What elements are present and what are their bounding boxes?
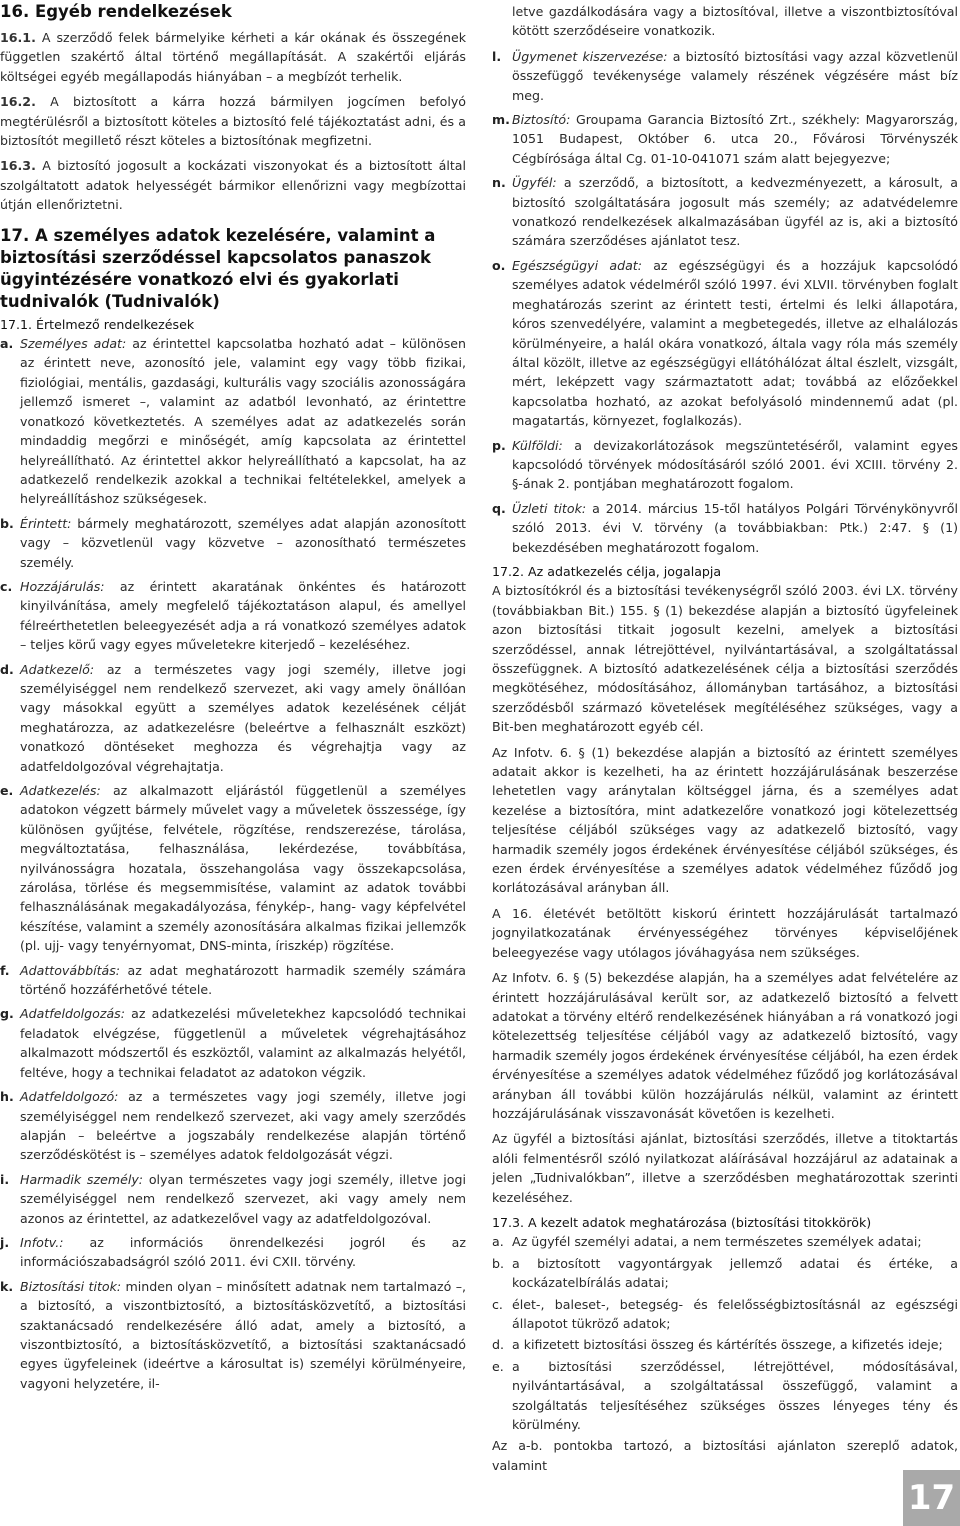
item-text: Groupama Garancia Biztosító Zrt., székhely: Magyarország, 1051 Budapest, Október 6. utca 20., Fővárosi Törvényszék Cégbírósága által Cg. 01-10-041071 szám alatt bejegyezve;	[512, 112, 958, 166]
paragraph-17-2-e: Az ügyfél a biztosítási ajánlat, biztosítási szerződés, illetve a titoktartás alóli felmentésről szóló nyilatkozat aláírásával hozzájárul az adatainak a jelen „Tudnivalókban”, illetve a szerződésben meghatározottak szerinti kezeléséhez.	[492, 1131, 958, 1205]
item-term: Harmadik személy:	[20, 1171, 144, 1187]
data-category-list	[492, 1232, 958, 1434]
item-label: e.	[492, 1358, 504, 1374]
definition-item	[492, 110, 958, 168]
definition-item	[492, 173, 958, 251]
item-term: Üzleti titok:	[512, 500, 587, 516]
item-label: c.	[492, 1296, 503, 1312]
item-text: a 2014. március 15-től hatályos Polgári Törvénykönyvről szóló 2013. évi V. törvény (a továbbiakban: Ptk.) 2:47. § (1) bekezdésében meghatározott fogalom.	[512, 500, 958, 555]
item-term: Adattovábbítás:	[20, 962, 121, 978]
subsection-17-2-title: 17.2. Az adatkezelés célja, jogalapja	[492, 563, 722, 579]
item-label: m.	[492, 112, 510, 128]
definition-item	[0, 334, 466, 509]
section-17-title: 17. A személyes adatok kezelésére, valamint a biztosítási szerződéssel kapcsolatos panaszok ügyintézésére vonatkozó elvi és gyakorlati tudnivalók (Tudnivalók)	[0, 225, 436, 311]
continuation-text: letve gazdálkodására vagy a biztosítóval, illetve a viszontbiztosítóval kötött szerződéseire vonatkozik.	[512, 4, 958, 39]
item-label: n.	[492, 175, 506, 191]
paragraph-number: 16.2.	[0, 94, 36, 110]
item-text: olyan természetes vagy jogi személy, illetve jogi személyiséggel nem rendelkező szervezet, aki vagy amely nem azonos az érintettel, az adatkezelővel vagy az adatfeldolgozóval.	[20, 1171, 466, 1226]
item-label: g.	[0, 1006, 14, 1022]
definition-item	[0, 1087, 466, 1165]
item-label: i.	[0, 1171, 10, 1187]
item-term: Adatfeldolgozó:	[20, 1089, 119, 1105]
last-line: Az a-b. pontokba tartozó, a biztosítási ajánlaton szereplő adatok, valamint	[492, 1438, 958, 1473]
definition-item	[0, 1277, 466, 1393]
page-number-badge: 17	[903, 1470, 960, 1526]
list-item	[492, 1357, 958, 1435]
list-item	[492, 1254, 958, 1293]
paragraph-number: 16.3.	[0, 158, 36, 174]
item-label: f.	[0, 962, 10, 978]
item-label: l.	[492, 48, 502, 64]
item-label: a.	[492, 1234, 504, 1250]
definition-list	[492, 47, 958, 557]
item-text: az információs önrendelkezési jogról és az információszabadságról szóló 2011. évi CXII. törvény.	[20, 1234, 466, 1270]
definition-item	[492, 499, 958, 557]
item-label: k.	[0, 1278, 14, 1294]
item-term: Hozzájárulás:	[20, 578, 105, 594]
definition-item	[492, 47, 958, 105]
item-term: Személyes adat:	[20, 336, 127, 352]
item-term: Külföldi:	[512, 437, 563, 453]
item-term: Egészségügyi adat:	[512, 257, 642, 273]
paragraph-17-2-c: A 16. életévét betöltött kiskorú érintett hozzájárulását tartalmazó jognyilatkozatának érvényességéhez törvényes képviselőjének beleegyezése vagy utólagos jóváhagyása nem szükséges.	[492, 905, 958, 960]
item-label: h.	[0, 1089, 14, 1105]
item-text: az a természetes vagy jogi személy, illetve jogi személyiséggel nem rendelkező szervezet, aki vagy amely önállóan vagy másokkal együtt a személyes adatok kezelésének célját meghatározza, az adatkezelésre (beleértve a felhasznált eszközt) vonatkozó döntéseket meghozza és végrehajtja vagy az adatfeldolgozóval végrehajtatja.	[20, 661, 466, 774]
item-label: d.	[0, 661, 14, 677]
item-text: az érintett akaratának önkéntes és határozott kinyilvánítása, amely megfelelő tájékoztatáson alapul, és amellyel félreérthetetlen beleegyezését adja a rá vonatkozó személyes adatok – teljes körű vagy egyes műveletekre kiterjedő – kezeléséhez.	[20, 578, 466, 653]
item-text: az a természetes vagy jogi személy, illetve jogi személyiséggel nem rendelkező szervezet, aki vagy amely szerződés alapján – beleértve a jogszabály rendelkezése alapján történő szerződéskötést is – személyes adatok feldolgozását végzi.	[20, 1089, 466, 1163]
item-label: b.	[492, 1255, 504, 1271]
item-term: Ügymenet kiszervezése:	[512, 48, 668, 64]
definition-item	[0, 1004, 466, 1082]
item-label: j.	[0, 1234, 10, 1250]
item-text: a biztosítási szerződéssel, létrejöttével, módosításával, nyilvántartásával, a szolgáltatással összefüggő, valamint a szolgáltatás teljesítéséhez szükséges összes lényeges tény és körülmény.	[512, 1358, 958, 1433]
definition-item	[0, 577, 466, 655]
item-label: c.	[0, 578, 13, 594]
item-text: a szerződő, a biztosított, a kedvezményezett, a károsult, a biztosító szolgáltatására jogosult más személy; az adatvédelemre vonatkozó rendelkezések alkalmazásában ügyfél az is, aki a biztosító számára szerződéses ajánlatot tesz.	[512, 175, 958, 249]
paragraph-17-2-b: Az Infotv. 6. § (1) bekezdése alapján a biztosító az érintett személyes adatait akkor is kezelheti, ha az érintett hozzájárulásának beszerzése lehetetlen vagy aránytalan költséggel járna, és a személyes adat kezelése a biztosítóra, mint adatkezelőre vonatkozó jogi kötelezettség teljesítése céljából szükséges vagy az adatkezelő biztosító, vagy harmadik személy jogos érdekének érvényesítése céljából szükséges, és ezen érdek érvényesítése a személyes adatok védelméhez fűződő jog korlátozásával arányban áll.	[492, 744, 958, 896]
item-text: minden olyan – minősített adatnak nem tartalmazó –, a biztosító, a viszontbiztosító, a biztosításközvetítő, a biztosítási szaktanácsadó rendelkezésére álló adat, amely a biztosító, a viszontbiztosító, a biztosításközvetítő, a biztosítási szaktanácsadó egyes ügyfeleinek (ideértve a károsultat is) személyi körülményeire, vagyoni helyzetére, il-	[20, 1278, 466, 1391]
list-item	[492, 1335, 958, 1354]
item-label: o.	[492, 257, 506, 273]
section-16-title: 16. Egyéb rendelkezések	[0, 2, 232, 21]
item-term: Adatkezelés:	[20, 783, 101, 798]
item-term: Adatkezelő:	[20, 661, 95, 677]
item-label: a.	[0, 336, 14, 352]
definition-list	[0, 334, 466, 1393]
item-text: az adat meghatározott harmadik személy számára történő hozzáférhetővé tétele.	[20, 962, 466, 998]
definition-item	[492, 256, 958, 431]
right-column	[492, 2, 958, 1481]
subsection-17-3-title: 17.3. A kezelt adatok meghatározása (biztosítási titokkörök)	[492, 1214, 872, 1230]
paragraph-16-2	[0, 92, 466, 150]
list-item	[492, 1232, 958, 1251]
list-item	[492, 1295, 958, 1334]
item-label: p.	[492, 437, 506, 453]
paragraph-text: A szerződő felek bármelyike kérheti a kár okának és összegének független szakértő által történő megállapítását. A szakértői eljárás költségei egyéb megállapodás hiányában – a megbízót terhelik.	[0, 30, 466, 84]
item-term: Biztosító:	[512, 112, 571, 128]
definition-item	[0, 1233, 466, 1272]
item-term: Ügyfél:	[512, 175, 557, 191]
item-text: a biztosító biztosítási vagy azzal közvetlenül összefüggő tevékenysége valamely részének végzésére mást bíz meg.	[512, 48, 958, 103]
item-text: a biztosított vagyontárgyak jellemző adatai és értéke, a kockázatelbírálás adatai;	[512, 1255, 958, 1291]
paragraph-17-2-a: A biztosítókról és a biztosítási tevékenységről szóló 2003. évi LX. törvény (továbbiakban Bit.) 155. § (1) bekezdése alapján a biztosító ügyfeleinek azon biztosítási titkait jogosult kezelni, amelyek a biztosítási szerződéssel, annak létrejöttével, nyilvántartásával, a szolgáltatással összefüggnek. A biztosító adatkezelésének célja a biztosítási szerződés megkötéséhez, módosításához, állományban tartásához, a biztosítási szerződésből származó követelések megítéléséhez szükséges, vagy a Bit-ben meghatározott egyéb cél.	[492, 583, 958, 735]
definition-item	[0, 781, 466, 956]
paragraph-number: 16.1.	[0, 30, 36, 45]
item-text: Az ügyfél személyi adatai, a nem természetes személyek adatai;	[512, 1234, 922, 1250]
definition-item	[0, 961, 466, 1000]
item-label: e.	[0, 783, 14, 798]
paragraph-17-2-d: Az Infotv. 6. § (5) bekezdése alapján, ha a személyes adat felvételére az érintett hozzájárulásával került sor, az adatkezelő biztosító a felvett adatokat a törvény eltérő rendelkezésének hiányában a rá vonatkozó jogi kötelezettség teljesítése céljából vagy az adatkezelő biztosító, vagy harmadik személy jogos érdekének érvényesítése céljából, ha ezen érdek érvényesítése a személyes adatok védelméhez fűződő jog korlátozásával arányban áll további külön hozzájárulás nélkül, valamint az érintett hozzájárulásának visszavonását követően is kezelheti.	[492, 970, 958, 1121]
item-text: az adatkezelési műveletekhez kapcsolódó technikai feladatok elvégzése, függetlenül a műveletek végrehajtásához alkalmazott módszertől és eszköztől, valamint az alkalmazás helyétől, feltéve, hogy a technikai feladatot az adatokon végzik.	[20, 1006, 466, 1080]
definition-item	[0, 1170, 466, 1228]
item-term: Biztosítási titok:	[20, 1278, 122, 1294]
item-text: a devizakorlátozások megszüntetéséről, valamint egyes kapcsolódó törvények módosításáról szóló 2001. évi XCIII. törvény 2. §-ának 2. pontjában meghatározott fogalom.	[512, 437, 958, 492]
definition-item	[492, 436, 958, 494]
item-label: q.	[492, 500, 506, 516]
item-label: b.	[0, 515, 14, 531]
definition-item	[0, 514, 466, 572]
paragraph-text: A biztosító jogosult a kockázati viszonyokat és a biztosított által szolgáltatott adatok helyességét bármikor ellenőrizni vagy megbízottai útján ellenőriztetni.	[0, 158, 466, 213]
paragraph-16-1	[0, 28, 466, 86]
item-text: élet-, baleset-, betegség- és felelősségbiztosításnál az egészségi állapotot tükröző adatok;	[512, 1296, 958, 1331]
item-term: Infotv.:	[20, 1234, 64, 1250]
definition-item	[0, 660, 466, 776]
item-text: az alkalmazott eljárástól függetlenül a személyes adatokon végzett bármely művelet vagy a műveletek összessége, így különösen gyűjtése, felvétele, rögzítése, rendszerezése, tárolása, megváltoztatása, felhasználása, lekérdezése, továbbítása, nyilvánosságra hozatala, összehangolása vagy összekapcsolása, zárolása, törlése és megsemmisítése, valamint az adatok további felhasználásának megakadályozása, fénykép-, hang- vagy képfelvétel készítése, valamint a személy azonosítására alkalmas fizikai jellemzők (pl. ujj- vagy tenyérnyomat, DNS-minta, íriszkép) rögzítése.	[20, 783, 466, 954]
paragraph-16-3	[0, 156, 466, 214]
item-label: d.	[492, 1337, 504, 1353]
left-column	[0, 2, 466, 1398]
item-term: Érintett:	[20, 515, 72, 531]
item-text: a kifizetett biztosítási összeg és kártérítés összege, a kifizetés ideje;	[512, 1337, 943, 1353]
item-text: az egészségügyi és a hozzájuk kapcsolódó személyes adatok védelméről szóló 1997. évi XLVII. törvényben foglalt meghatározás szerint az érintett testi, értelmi és lelki állapotára, kóros szenvedélyére, valamint a megbetegedés, illetve az elhalálozás körülményeire, a halál okára vonatkozó, általa vagy róla más személy által közölt, illetve az egészségügyi ellátóhálózat által észlelt, vizsgált, mért, leképzett vagy származtatott adat; továbbá az előzőekkel kapcsolatba hozható, az azokat befolyásoló mindennemű adat (pl. magatartás, környezet, foglalkozás).	[512, 257, 958, 429]
item-text: az érintettel kapcsolatba hozható adat – különösen az érintett neve, azonosító jele, valamint egy vagy több fizikai, fiziológiai, mentális, gazdasági, kulturális vagy szociális azonosságára jellemző ismeret –, valamint az adatból levonható, az érintettre vonatkozó következtetés. A személyes adat az adatkezelés során mindaddig megőrzi e minőségét, amíg kapcsolata az érintettel helyreállítható. Az érintettel akkor helyreállítható a kapcsolat, ha az adatkezelő rendelkezik azokkal a technikai feltételekkel, amelyek a helyreállításhoz szükségesek.	[20, 336, 466, 507]
paragraph-text: A biztosított a kárra hozzá bármilyen jogcímen befolyó megtérülésről a biztosított köteles a biztosító felé tájékoztatást adni, és a biztosítót megillető részt köteles a biztosítónak megfizetni.	[0, 94, 466, 149]
item-text: bármely meghatározott, személyes adat alapján azonosított vagy – közvetlenül vagy közvetve – azonosítható természetes személy.	[20, 515, 466, 570]
subsection-17-1-title: 17.1. Értelmező rendelkezések	[0, 316, 195, 332]
item-term: Adatfeldolgozás:	[20, 1006, 125, 1022]
